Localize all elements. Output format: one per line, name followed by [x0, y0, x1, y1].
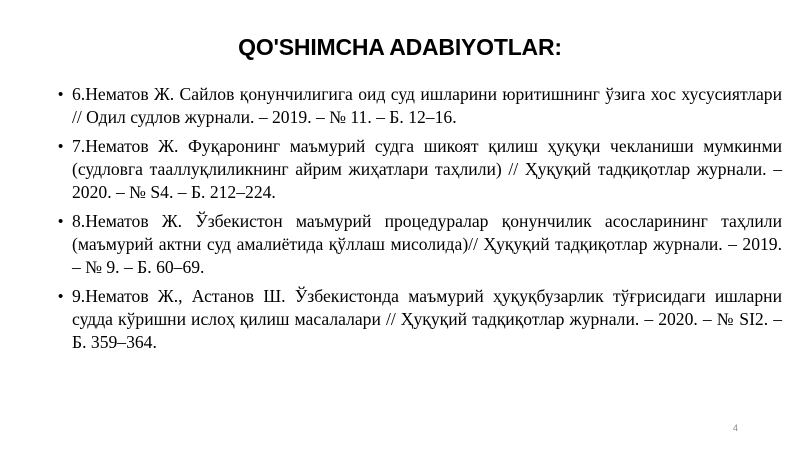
reference-item	[58, 135, 782, 204]
bullet-icon: •	[58, 86, 64, 103]
reference-item	[58, 83, 782, 129]
reference-text: 6.Нематов Ж. Сайлов қонунчилигига оид суд ишларини юритишнинг ўзига хос хусусиятлари // Одил судлов журнали. – 2019. – № 11. – Б. 12–16.	[72, 84, 782, 127]
bullet-icon: •	[58, 213, 64, 230]
reference-item	[58, 210, 782, 279]
reference-item	[58, 285, 782, 354]
reference-list	[58, 83, 782, 360]
reference-text: 8.Нематов Ж. Ўзбекистон маъмурий процедуралар қонунчилик асосларининг таҳлили (маъмурий актни суд амалиётида қўллаш мисолида)// Ҳуқуқий тадқиқотлар журнали. – 2019. – № 9. – Б. 60–69.	[72, 211, 782, 277]
bullet-icon: •	[58, 138, 64, 155]
reference-text: 9.Нематов Ж., Астанов Ш. Ўзбекистонда маъмурий ҳуқуқбузарлик тўғрисидаги ишларни судда кўришни ислоҳ қилиш масалалари // Ҳуқуқий тадқиқотлар журнали. – 2020. – № SI2. – Б. 359–364.	[72, 286, 782, 352]
slide-title: QO'SHIMCHA ADABIYOTLAR:	[238, 34, 562, 60]
page-number: 4	[733, 423, 739, 433]
bullet-icon: •	[58, 288, 64, 305]
reference-text: 7.Нематов Ж. Фуқаронинг маъмурий судга шикоят қилиш ҳуқуқи чекланиши мумкинми (судловга тааллуқлиликнинг айрим жиҳатлари таҳлили) // Ҳуқуқий тадқиқотлар журнали. – 2020. – № S4. – Б. 212–224.	[72, 136, 782, 202]
